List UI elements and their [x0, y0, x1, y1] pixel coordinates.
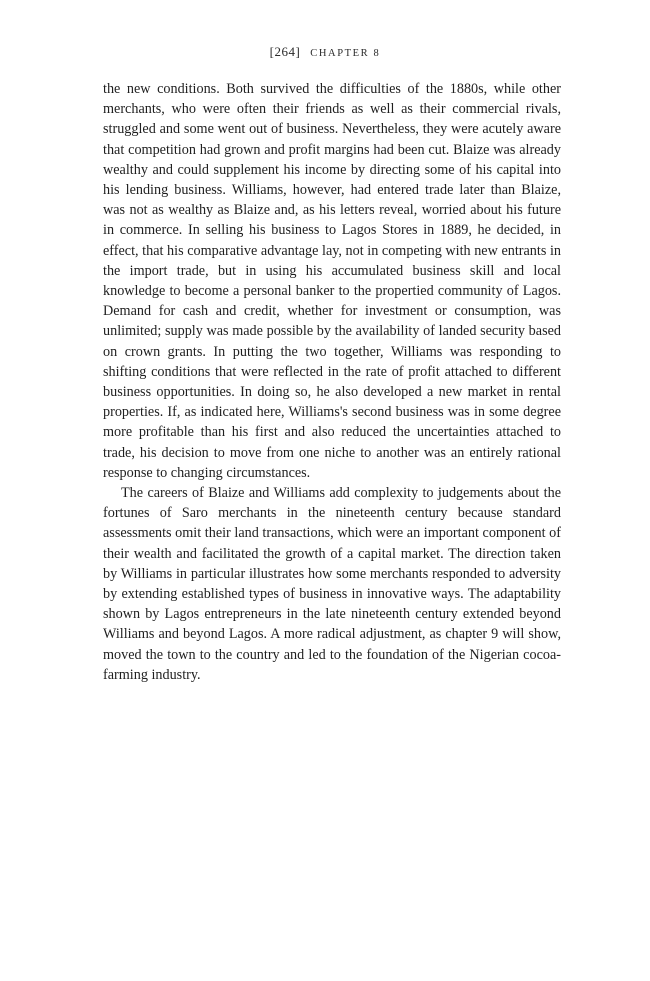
body-text [103, 79, 561, 685]
page-number: [264] [269, 44, 301, 59]
paragraph-continued: the new conditions. Both survived the difficulties of the 1880s, while other merchants, who were often their friends as well as their commercial rivals, struggled and some went out of business. Nevertheless, they were acutely aware that competition had grown and profit margins had been cut. Blaize was already wealthy and could supplement his income by directing some of his capital into his lending business. Williams, however, had entered trade later than Blaize, was not as wealthy as Blaize and, as his letters reveal, worried about his future in commerce. In selling his business to Lagos Stores in 1889, he decided, in effect, that his comparative advantage lay, not in competing with new entrants in the import trade, but in using his accumulated business skill and local knowledge to become a personal banker to the propertied community of Lagos. Demand for cash and credit, whether for investment or consumption, was unlimited; supply was made possible by the availability of landed security based on crown grants. In putting the two together, Williams was responding to shifting conditions that were reflected in the rate of profit attached to different business opportunities. In doing so, he also developed a new market in rental properties. If, as indicated here, Williams's second business was in some degree more profitable than his first and also reduced the uncertainties attached to trade, his decision to move from one niche to another was an entirely rational response to changing circumstances. [103, 81, 561, 481]
running-header [0, 44, 650, 60]
paragraph: The careers of Blaize and Williams add complexity to judgements about the fortunes of Saro merchants in the nineteenth century because standard assessments omit their land transactions, which were an important component of their wealth and facilitated the growth of a capital market. The direction taken by Williams in particular illustrates how some merchants responded to adversity by extending established types of business in innovative ways. The adaptability shown by Lagos entrepreneurs in the late nineteenth century extended beyond Williams and beyond Lagos. A more radical adjustment, as chapter 9 will show, moved the town to the country and led to the foundation of the Nigerian cocoa-farming industry. [103, 485, 561, 683]
chapter-label: CHAPTER 8 [310, 48, 381, 59]
